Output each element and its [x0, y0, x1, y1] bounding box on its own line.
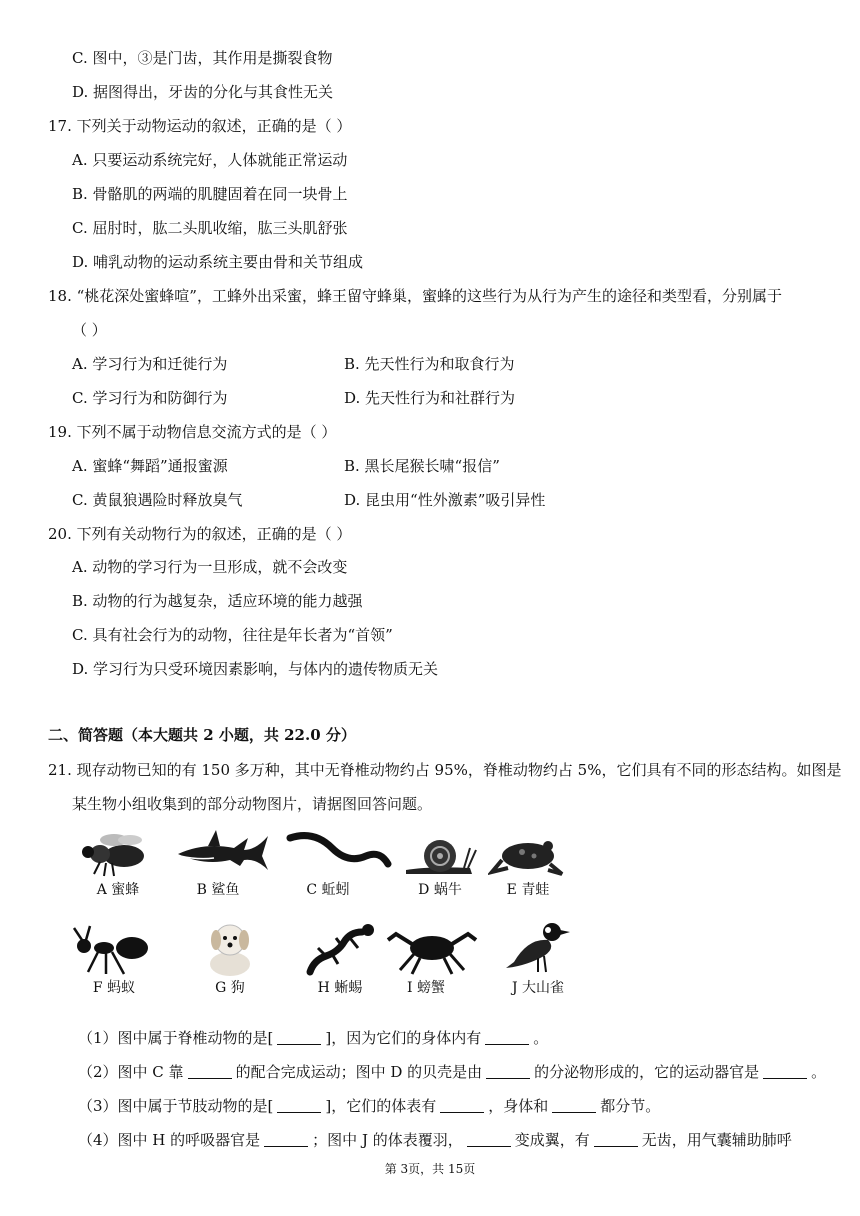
animal-a: [74, 826, 162, 920]
answer-blank-6[interactable]: [277, 1098, 321, 1113]
animal-g: [186, 918, 274, 1012]
crab-icon: [382, 918, 482, 978]
q21-sub2-text-d: 。: [811, 1063, 827, 1081]
answer-blank-1[interactable]: [277, 1030, 321, 1045]
answer-blank-7[interactable]: [440, 1098, 484, 1113]
q18-option-c: C. 学习行为和防御行为: [72, 389, 228, 407]
answer-blank-3[interactable]: [188, 1064, 232, 1079]
answer-blank-5[interactable]: [763, 1064, 807, 1079]
q21-sub1-text-a: （1）图中属于脊椎动物的是[: [78, 1029, 274, 1047]
page-footer: 第 3页，共 15页: [384, 1162, 476, 1176]
animal-e-label: E 青蛙: [506, 882, 550, 898]
animal-h: [296, 918, 384, 1012]
q21-sub4-text-b: ；图中 J 的体表覆羽，: [312, 1131, 463, 1149]
answer-blank-11[interactable]: [594, 1132, 638, 1147]
q21-stem-line2: 某生物小组收集到的部分动物图片，请据图回答问题。: [72, 795, 433, 813]
answer-blank-2[interactable]: [485, 1030, 529, 1045]
animal-i: [382, 918, 470, 1012]
section-title: 二、简答题（本大题共 2 小题，共 22.0 分）: [48, 726, 356, 744]
q20-option-c: C. 具有社会行为的动物，往往是年长者为“首领”: [72, 626, 393, 644]
q16-option-c: C. 图中，③是门齿，其作用是撕裂食物: [72, 49, 333, 67]
animal-c: [284, 826, 372, 920]
q21-sub2-text-c: 的分泌物形成的，它的运动器官是: [534, 1063, 760, 1081]
q17-option-d: D. 哺乳动物的运动系统主要由骨和关节组成: [72, 253, 364, 271]
q21-sub4-text-c: 变成翼，有: [514, 1131, 590, 1149]
animal-b-label: B 鲨鱼: [196, 882, 240, 898]
snail-icon: [400, 826, 480, 880]
q20-stem: 20. 下列有关动物行为的叙述，正确的是（ ）: [48, 525, 352, 543]
lizard-icon: [298, 918, 382, 978]
q18-option-a: A. 学习行为和迁徙行为: [72, 355, 228, 373]
earthworm-icon: [284, 826, 392, 880]
q18-option-b: B. 先天性行为和取食行为: [344, 355, 515, 373]
q16-option-d: D. 据图得出，牙齿的分化与其食性无关: [72, 83, 334, 101]
q21-sub1-text-b: ]，因为它们的身体内有: [325, 1029, 482, 1047]
q19-option-c: C. 黄鼠狼遇险时释放臭气: [72, 491, 243, 509]
animal-a-label: A 蜜蜂: [96, 882, 140, 898]
q21-sub4-text-a: （4）图中 H 的呼吸器官是: [78, 1131, 261, 1149]
frog-icon: [488, 826, 568, 880]
animal-h-label: H 蜥蜴: [317, 980, 363, 996]
q21-sub1-text-c: 。: [533, 1029, 549, 1047]
animal-g-label: G 狗: [215, 980, 245, 996]
dog-icon: [190, 918, 270, 978]
answer-blank-8[interactable]: [552, 1098, 596, 1113]
q21-sub3-text-c: ，身体和: [488, 1097, 549, 1115]
q17-option-a: A. 只要运动系统完好，人体就能正常运动: [72, 151, 348, 169]
q17-option-b: B. 骨骼肌的两端的肌腱固着在同一块骨上: [72, 185, 348, 203]
bird-icon: [498, 918, 578, 978]
answer-blank-4[interactable]: [486, 1064, 530, 1079]
q17-option-c: C. 屈肘时，肱二头肌收缩，肱三头肌舒张: [72, 219, 348, 237]
shark-icon: [174, 826, 270, 880]
animal-f-label: F 蚂蚁: [92, 980, 136, 996]
q21-sub3-text-b: ]，它们的体表有: [325, 1097, 437, 1115]
q20-option-a: A. 动物的学习行为一旦形成，就不会改变: [72, 558, 348, 576]
q19-option-b: B. 黑长尾猴长啸“报信”: [344, 457, 500, 475]
q21-sub1: [78, 1028, 548, 1048]
q21-sub2-text-b: 的配合完成运动；图中 D 的贝壳是由: [235, 1063, 483, 1081]
animal-j: [494, 918, 582, 1012]
q19-stem: 19. 下列不属于动物信息交流方式的是（ ）: [48, 423, 337, 441]
q21-sub2: [78, 1062, 826, 1082]
q18-stem-paren: （ ）: [72, 321, 107, 339]
q19-option-a: A. 蜜蜂“舞蹈”通报蜜源: [72, 457, 228, 475]
animal-i-label: I 螃蟹: [407, 980, 445, 996]
animal-c-label: C 蚯蚓: [306, 882, 350, 898]
ant-icon: [72, 918, 156, 978]
animal-e: [484, 826, 572, 920]
q21-sub3-text-d: 都分节。: [600, 1097, 661, 1115]
animal-d-label: D 蜗牛: [418, 882, 462, 898]
q20-option-b: B. 动物的行为越复杂，适应环境的能力越强: [72, 592, 363, 610]
animal-f: [70, 918, 158, 1012]
q21-sub2-text-a: （2）图中 C 靠: [78, 1063, 184, 1081]
q21-stem-line1: 21. 现存动物已知的有 150 多万种，其中无脊椎动物约占 95%，脊椎动物约占 5%，它们具有不同的形态结构。如图是: [48, 761, 842, 779]
q21-sub4-text-d: 无齿，用气囊辅助肺呼: [641, 1131, 792, 1149]
bee-icon: [78, 826, 158, 880]
q18-stem: 18. “桃花深处蜜蜂喧”，工蜂外出采蜜，蜂王留守蜂巢，蜜蜂的这些行为从行为产生的途径和类型看，分别属于: [48, 287, 782, 305]
q20-option-d: D. 学习行为只受环境因素影响，与体内的遗传物质无关: [72, 660, 439, 678]
q21-sub3: [78, 1096, 660, 1116]
animal-j-label: J 大山雀: [511, 980, 565, 996]
q19-option-d: D. 昆虫用“性外激素”吸引异性: [344, 491, 546, 509]
animal-d: [396, 826, 484, 920]
animal-b: [174, 826, 262, 920]
q21-sub3-text-a: （3）图中属于节肢动物的是[: [78, 1097, 274, 1115]
q21-sub4: [78, 1130, 792, 1150]
answer-blank-9[interactable]: [264, 1132, 308, 1147]
q18-option-d: D. 先天性行为和社群行为: [344, 389, 516, 407]
animal-figure: [70, 826, 565, 1014]
q17-stem: 17. 下列关于动物运动的叙述，正确的是（ ）: [48, 117, 352, 135]
answer-blank-10[interactable]: [467, 1132, 511, 1147]
